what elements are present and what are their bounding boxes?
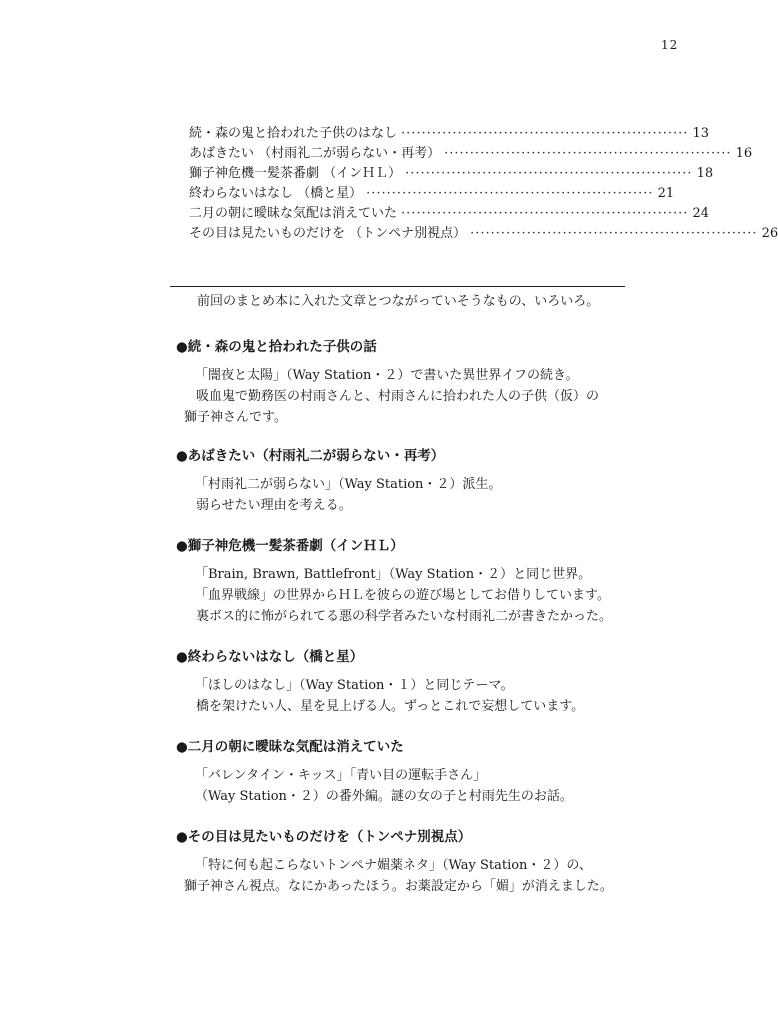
toc-leader-dots: ························································ xyxy=(401,206,689,221)
section-line: 弱らせたい理由を考える。 xyxy=(196,498,352,513)
section-line: （Way Station・２）の番外編。謎の女の子と村雨先生のお話。 xyxy=(195,789,573,804)
section-heading: ●続・森の鬼と拾われた子供の話 xyxy=(176,339,377,355)
toc-entry xyxy=(189,162,714,182)
section-abakitai xyxy=(176,446,636,516)
section-heading: ●終わらないはなし（橋と星） xyxy=(176,649,364,665)
section-shishigami-kiki xyxy=(176,536,636,627)
toc-entry-title: 終わらないはなし （橋と星） xyxy=(189,186,363,201)
section-owaranai-hanashi xyxy=(176,647,636,717)
intro-text: 前回のまとめ本に入れた文章とつながっていそうなもの、いろいろ。 xyxy=(197,294,600,309)
toc-leader-dots: ························································ xyxy=(470,226,758,241)
toc-entry-title: あばきたい （村雨礼二が弱らない・再考） xyxy=(189,146,441,161)
section-line: 「バレンタイン・キッス」「青い目の運転手さん」 xyxy=(195,768,487,783)
section-line: 「ほしのはなし」（Way Station・１）と同じテーマ。 xyxy=(195,678,514,693)
section-mori-no-oni xyxy=(176,337,636,428)
toc-entry-page: 13 xyxy=(692,126,709,141)
toc-entry-page: 16 xyxy=(735,146,753,161)
toc-entry-page: 21 xyxy=(657,186,675,201)
toc-leader-dots: ························································ xyxy=(444,146,732,161)
table-of-contents xyxy=(189,122,778,242)
section-line: 「村雨礼二が弱らない」（Way Station・２）派生。 xyxy=(195,477,502,492)
toc-entry-page: 26 xyxy=(761,226,778,241)
toc-entry-page: 24 xyxy=(692,206,709,221)
toc-leader-dots: ························································ xyxy=(405,166,693,181)
toc-entry xyxy=(189,182,675,202)
section-line: 裏ボス的に怖がられてる悪の科学者みたいな村雨礼二が書きたかった。 xyxy=(196,609,613,624)
section-line: 獅子神さん視点。なにかあったほう。お薬設定から「媚」が消えました。 xyxy=(184,879,613,894)
page-number: 12 xyxy=(661,38,679,52)
toc-entry xyxy=(189,122,709,142)
section-line: 獅子神さんです。 xyxy=(184,410,287,425)
section-heading: ●獅子神危機一髪茶番劇（インＨＬ） xyxy=(176,538,404,554)
section-line: 吸血鬼で勤務医の村雨さんと、村雨さんに拾われた人の子供（仮）の xyxy=(196,389,600,404)
toc-entry-page: 18 xyxy=(696,166,714,181)
toc-entry-title: 獅子神危機一髪茶番劇 （インＨＬ） xyxy=(189,166,402,181)
section-line: 橋を架けたい人、星を見上げる人。ずっとこれで妄想しています。 xyxy=(196,699,585,714)
section-heading: ●その目は見たいものだけを（トンペナ別視点） xyxy=(176,829,472,845)
toc-leader-dots: ························································ xyxy=(366,186,654,201)
section-line: 「血界戦線」の世界からＨＬを彼らの遊び場としてお借りしています。 xyxy=(195,588,610,603)
toc-entry xyxy=(189,202,709,222)
section-nigatsu-no-asa xyxy=(176,737,636,807)
toc-entry xyxy=(189,222,778,242)
section-sono-me-wa xyxy=(176,827,636,897)
toc-entry-title: その目は見たいものだけを （トンペナ別視点） xyxy=(189,226,467,241)
section-heading: ●あばきたい（村雨礼二が弱らない・再考） xyxy=(176,448,445,464)
toc-entry xyxy=(189,142,753,162)
toc-entry-title: 二月の朝に曖昧な気配は消えていた xyxy=(189,206,398,221)
horizontal-divider xyxy=(170,286,625,287)
section-line: 「Brain, Brawn, Battlefront」（Way Station・２）と同じ世界。 xyxy=(195,567,592,582)
section-line: 「特に何も起こらないトンペナ媚薬ネタ」（Way Station・２）の、 xyxy=(195,858,592,873)
section-line: 「闇夜と太陽」（Way Station・２）で書いた異世界イフの続き。 xyxy=(195,368,579,383)
section-heading: ●二月の朝に曖昧な気配は消えていた xyxy=(176,739,404,755)
toc-entry-title: 続・森の鬼と拾われた子供のはなし xyxy=(189,126,398,141)
toc-leader-dots: ························································ xyxy=(401,126,689,141)
